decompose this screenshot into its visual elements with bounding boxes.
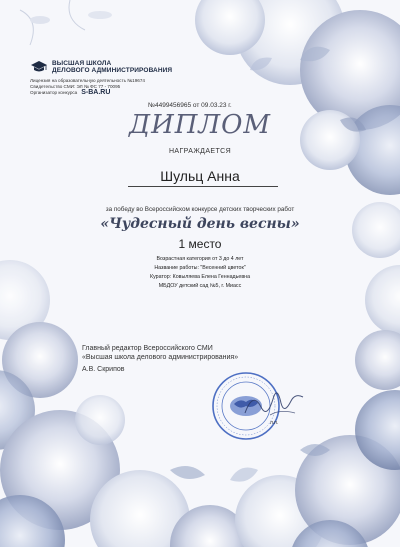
detail-line: Куратор: Ковыляева Елена Геннадьевна	[149, 274, 251, 280]
detail-line: Название работы: "Весенний цветок"	[154, 265, 246, 271]
org-name-line1: ВЫСШАЯ ШКОЛА	[52, 60, 112, 67]
recipient-name: Шульц Анна	[160, 168, 240, 184]
detail-line: МБДОУ детский сад №5, г. Миасс	[158, 283, 242, 289]
award-reason: за победу во Всероссийском конкурсе детских творческих работ	[105, 206, 295, 213]
media-certificate-text: Свидетельство СМИ: ЭЛ № ФС 77 - 70095	[30, 83, 121, 89]
organizer-label: Организатор конкурса	[30, 90, 78, 96]
awarded-label: НАГРАЖДАЕТСЯ	[168, 148, 232, 155]
license-text: Лицензия на образовательную деятельность №19674	[30, 78, 145, 83]
award-details	[0, 255, 400, 291]
detail-line: Возрастная категория от 3 до 4 лет	[156, 256, 244, 262]
recipient-underline	[128, 186, 278, 187]
org-name-line2: ДЕЛОВОГО АДМИНИСТРИРОВАНИЯ	[52, 67, 173, 74]
contest-name: «Чудесный день весны»	[100, 216, 300, 232]
place-text: 1 место	[178, 237, 222, 251]
signer-title-line1: Главный редактор Всероссийского СМИ	[82, 345, 213, 352]
graduation-cap-icon	[30, 60, 48, 74]
organization-header	[30, 60, 230, 96]
handwritten-signature	[240, 385, 310, 425]
document-number: №4499456965 от 09.03.23 г.	[148, 102, 232, 109]
signer-name: А.В. Скрипов	[82, 366, 125, 373]
diploma-title: ДИПЛОМ	[128, 110, 272, 140]
organizer-site: S-BA.RU	[81, 89, 111, 97]
lp-mark: л.п.	[270, 420, 279, 426]
signer-title-line2: «Высшая школа делового администрирования»	[82, 354, 239, 361]
